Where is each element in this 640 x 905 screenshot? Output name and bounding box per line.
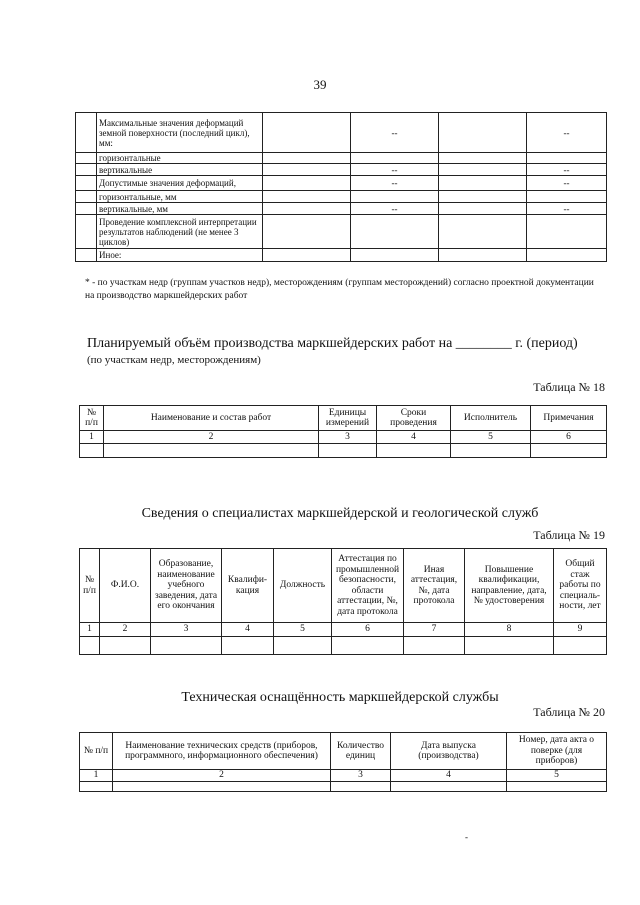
- header-cell: Образование, наименование учебного заведения, дата его окончания: [151, 549, 222, 623]
- table-18: [79, 405, 607, 458]
- number-cell: 3: [331, 770, 391, 782]
- table-row: [76, 176, 607, 191]
- row-label: Максимальные значения деформаций земной поверхности (последний цикл), мм:: [97, 113, 263, 153]
- number-cell: 2: [113, 770, 331, 782]
- cell-value: --: [527, 113, 607, 153]
- table-row: [76, 203, 607, 215]
- table-number-row: [80, 623, 607, 637]
- table19-label: Таблица № 19: [533, 528, 605, 542]
- cell-value: [527, 191, 607, 203]
- cell-value: [351, 249, 439, 262]
- header-cell: Примечания: [531, 406, 607, 431]
- table-header-row: [80, 406, 607, 431]
- page-number: 39: [313, 77, 327, 92]
- footnote: * - по участкам недр (группам участков недр), месторождениям (группам месторождений) согласно проектной документации на производство маркшейдерских работ: [85, 278, 594, 301]
- row-label: вертикальные: [97, 164, 263, 176]
- number-cell: 1: [80, 770, 113, 782]
- table-row: [80, 782, 607, 792]
- header-cell: Должность: [274, 549, 332, 623]
- table-row: [76, 113, 607, 153]
- number-cell: 1: [80, 623, 100, 637]
- header-cell: Наименование технических средств (приборов, программного, информационного обеспечения): [113, 733, 331, 770]
- cell-value: --: [351, 113, 439, 153]
- table-20: [79, 732, 607, 792]
- table-19: [79, 548, 607, 655]
- section18-title: Планируемый объём производства маркшейдерских работ на ________ г. (период): [87, 336, 578, 351]
- cell-value: [527, 215, 607, 249]
- header-cell: Единицы измерений: [319, 406, 377, 431]
- section20-title: Техническая оснащённость маркшейдерской службы: [181, 690, 499, 705]
- header-cell: № п/п: [80, 406, 104, 431]
- header-cell: № п/п: [80, 733, 113, 770]
- table18-label: Таблица № 18: [533, 380, 605, 394]
- cell-value: --: [527, 203, 607, 215]
- cell-value: --: [351, 203, 439, 215]
- header-cell: Номер, дата акта о поверке (для приборов): [507, 733, 607, 770]
- deformation-table: [75, 112, 607, 262]
- table-number-row: [80, 770, 607, 782]
- number-cell: 1: [80, 431, 104, 444]
- row-label: Допустимые значения деформаций,: [97, 176, 263, 191]
- header-cell: Исполнитель: [451, 406, 531, 431]
- number-cell: 4: [222, 623, 274, 637]
- cell-value: [351, 215, 439, 249]
- row-label: горизонтальные, мм: [97, 191, 263, 203]
- header-cell: Наименование и состав работ: [104, 406, 319, 431]
- header-cell: Ф.И.О.: [100, 549, 151, 623]
- number-cell: 5: [451, 431, 531, 444]
- table-row: [80, 637, 607, 655]
- number-cell: 3: [151, 623, 222, 637]
- table-row: [76, 191, 607, 203]
- cell-value: --: [527, 176, 607, 191]
- number-cell: 4: [377, 431, 451, 444]
- row-label: Проведение комплексной интерпретации результатов наблюдений (не менее 3 циклов): [97, 215, 263, 249]
- table-row: [80, 444, 607, 458]
- number-cell: 7: [404, 623, 465, 637]
- table-row: [76, 215, 607, 249]
- row-label: горизонтальные: [97, 153, 263, 164]
- cell-value: [527, 153, 607, 164]
- header-cell: Иная аттестация, №, дата протокола: [404, 549, 465, 623]
- number-cell: 2: [104, 431, 319, 444]
- number-cell: 6: [531, 431, 607, 444]
- number-cell: 9: [554, 623, 607, 637]
- table20-label: Таблица № 20: [533, 705, 605, 719]
- cell-value: [351, 153, 439, 164]
- table-header-row: [80, 733, 607, 770]
- number-cell: 4: [391, 770, 507, 782]
- header-cell: Квалифи-кация: [222, 549, 274, 623]
- table-row: [76, 153, 607, 164]
- number-cell: 6: [332, 623, 404, 637]
- header-cell: Сроки проведения: [377, 406, 451, 431]
- number-cell: 8: [465, 623, 554, 637]
- cell-value: --: [351, 176, 439, 191]
- row-label: Иное:: [97, 249, 263, 262]
- cell-value: [527, 249, 607, 262]
- number-cell: 2: [100, 623, 151, 637]
- bottom-mark: -: [465, 832, 468, 842]
- section19-title: Сведения о специалистах маркшейдерской и геологической служб: [141, 506, 539, 521]
- header-cell: № п/п: [80, 549, 100, 623]
- number-cell: 5: [507, 770, 607, 782]
- header-cell: Общий стаж работы по специаль-ности, лет: [554, 549, 607, 623]
- number-cell: 5: [274, 623, 332, 637]
- row-label: вертикальные, мм: [97, 203, 263, 215]
- header-cell: Дата выпуска (производства): [391, 733, 507, 770]
- number-cell: 3: [319, 431, 377, 444]
- cell-value: --: [527, 164, 607, 176]
- header-cell: Количество единиц: [331, 733, 391, 770]
- header-cell: Аттестация по промышленной безопасности, области аттестации, №, дата протокола: [332, 549, 404, 623]
- table-number-row: [80, 431, 607, 444]
- table-header-row: [80, 549, 607, 623]
- cell-value: [351, 191, 439, 203]
- table-row: [76, 164, 607, 176]
- cell-value: --: [351, 164, 439, 176]
- section18-subtitle: (по участкам недр, месторождениям): [87, 354, 261, 366]
- table-row: [76, 249, 607, 262]
- header-cell: Повышение квалификации, направление, дата, № удостоверения: [465, 549, 554, 623]
